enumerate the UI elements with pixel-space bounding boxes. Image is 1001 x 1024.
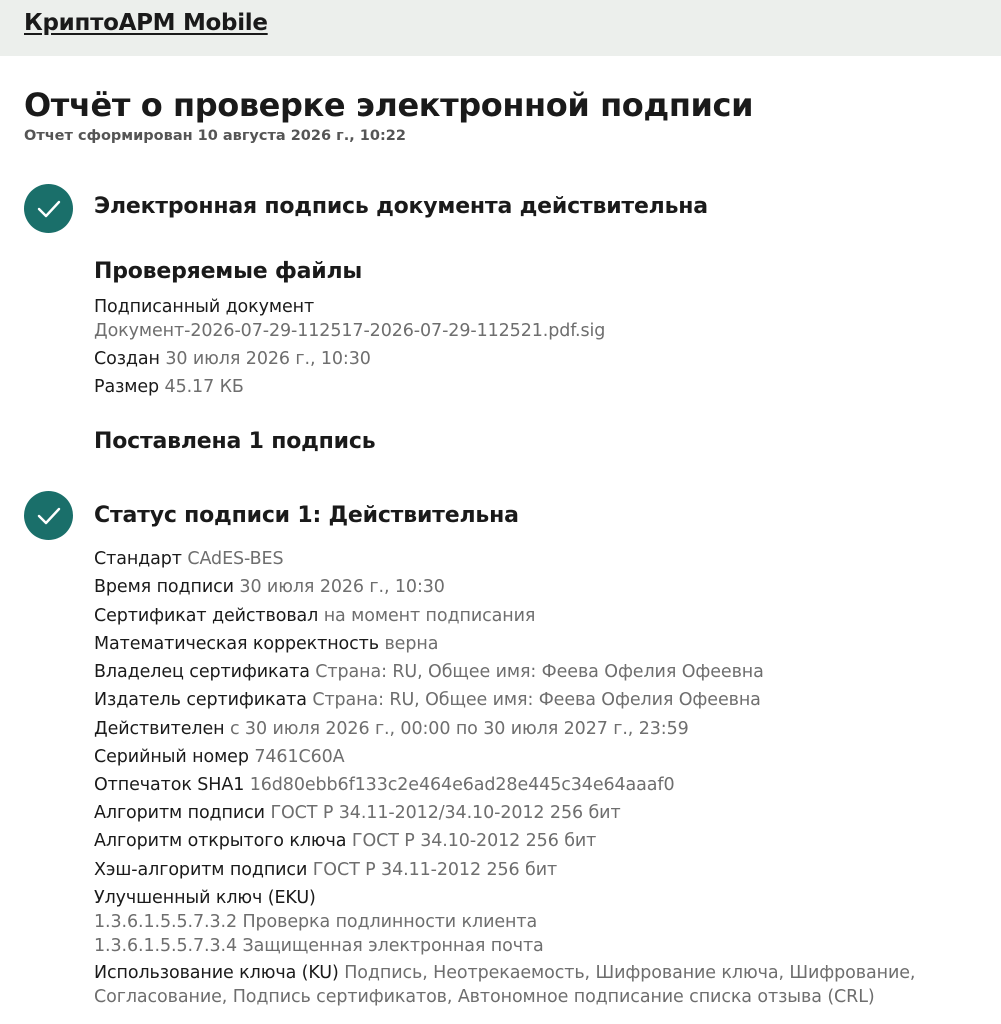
app-header [0,0,1001,56]
signed-doc-name: Документ-2026-07-29-112517-2026-07-29-112521.pdf.sig [94,321,606,341]
sign-alg-label: Алгоритм подписи [94,803,265,823]
sign-time-row [94,577,445,597]
hash-alg-value: ГОСТ Р 34.11-2012 256 бит [312,860,558,880]
hash-alg-label: Хэш-алгоритм подписи [94,860,308,880]
ku-label: Использование ключа (KU) [94,963,339,983]
cert-valid-row [94,606,535,626]
pubkey-alg-label: Алгоритм открытого ключа [94,831,347,851]
standard-value: CAdES-BES [187,549,284,569]
hash-alg-row [94,860,557,880]
pubkey-alg-value: ГОСТ Р 34.10-2012 256 бит [351,831,597,851]
app-title-link[interactable]: КриптоАРМ Mobile [24,10,268,36]
ku-value-continued: Согласование, Подпись сертификатов, Автономное подписание списка отзыва (CRL) [94,987,875,1007]
eku-label: Улучшенный ключ (EKU) [94,888,316,908]
standard-label: Стандарт [94,549,182,569]
validity-label: Действителен [94,719,225,739]
eku-value: 1.3.6.1.5.5.7.3.4 Защищенная электронная почта [94,936,544,956]
validity-value: с 30 июля 2026 г., 00:00 по 30 июля 2027 г., 23:59 [229,719,689,739]
sha1-row [94,775,675,795]
ku-row [94,963,915,983]
math-label: Математическая корректность [94,634,379,654]
standard-row [94,549,284,569]
issuer-row [94,690,761,710]
size-value: 45.17 КБ [164,377,244,397]
sha1-label: Отпечаток SHA1 [94,775,245,795]
owner-row [94,662,764,682]
check-circle-icon [24,184,73,233]
sign-alg-row [94,803,621,823]
serial-label: Серийный номер [94,747,249,767]
signed-doc-label: Подписанный документ [94,297,315,317]
check-circle-icon [24,491,73,540]
page-title: Отчёт о проверке электронной подписи [24,86,754,124]
signature-status: Статус подписи 1: Действительна [94,503,519,528]
validity-row [94,719,689,739]
sign-time-value: 30 июля 2026 г., 10:30 [239,577,445,597]
overall-status: Электронная подпись документа действительна [94,194,708,219]
sign-alg-value: ГОСТ Р 34.11-2012/34.10-2012 256 бит [270,803,621,823]
pubkey-alg-row [94,831,596,851]
issuer-label: Издатель сертификата [94,690,307,710]
issuer-value: Страна: RU, Общее имя: Феева Офелия Офеевна [312,690,761,710]
cert-valid-label: Сертификат действовал [94,606,319,626]
cert-valid-value: на момент подписания [323,606,536,626]
owner-label: Владелец сертификата [94,662,310,682]
size-row [94,377,244,397]
ku-value: Подпись, Неотрекаемость, Шифрование ключа, Шифрование, [344,963,916,983]
serial-row [94,747,345,767]
size-label: Размер [94,377,160,397]
signatures-count: Поставлена 1 подпись [94,429,376,454]
serial-value: 7461C60A [254,747,345,767]
created-label: Создан [94,349,160,369]
owner-value: Страна: RU, Общее имя: Феева Офелия Офеевна [315,662,764,682]
sign-time-label: Время подписи [94,577,234,597]
math-row [94,634,438,654]
sha1-value: 16d80ebb6f133c2e464e6ad28e445c34e64aaaf0 [249,775,675,795]
created-value: 30 июля 2026 г., 10:30 [165,349,371,369]
files-heading: Проверяемые файлы [94,259,363,284]
created-row [94,349,371,369]
math-value: верна [384,634,439,654]
report-timestamp: Отчет сформирован 10 августа 2026 г., 10:22 [24,128,406,144]
eku-value: 1.3.6.1.5.5.7.3.2 Проверка подлинности клиента [94,912,538,932]
